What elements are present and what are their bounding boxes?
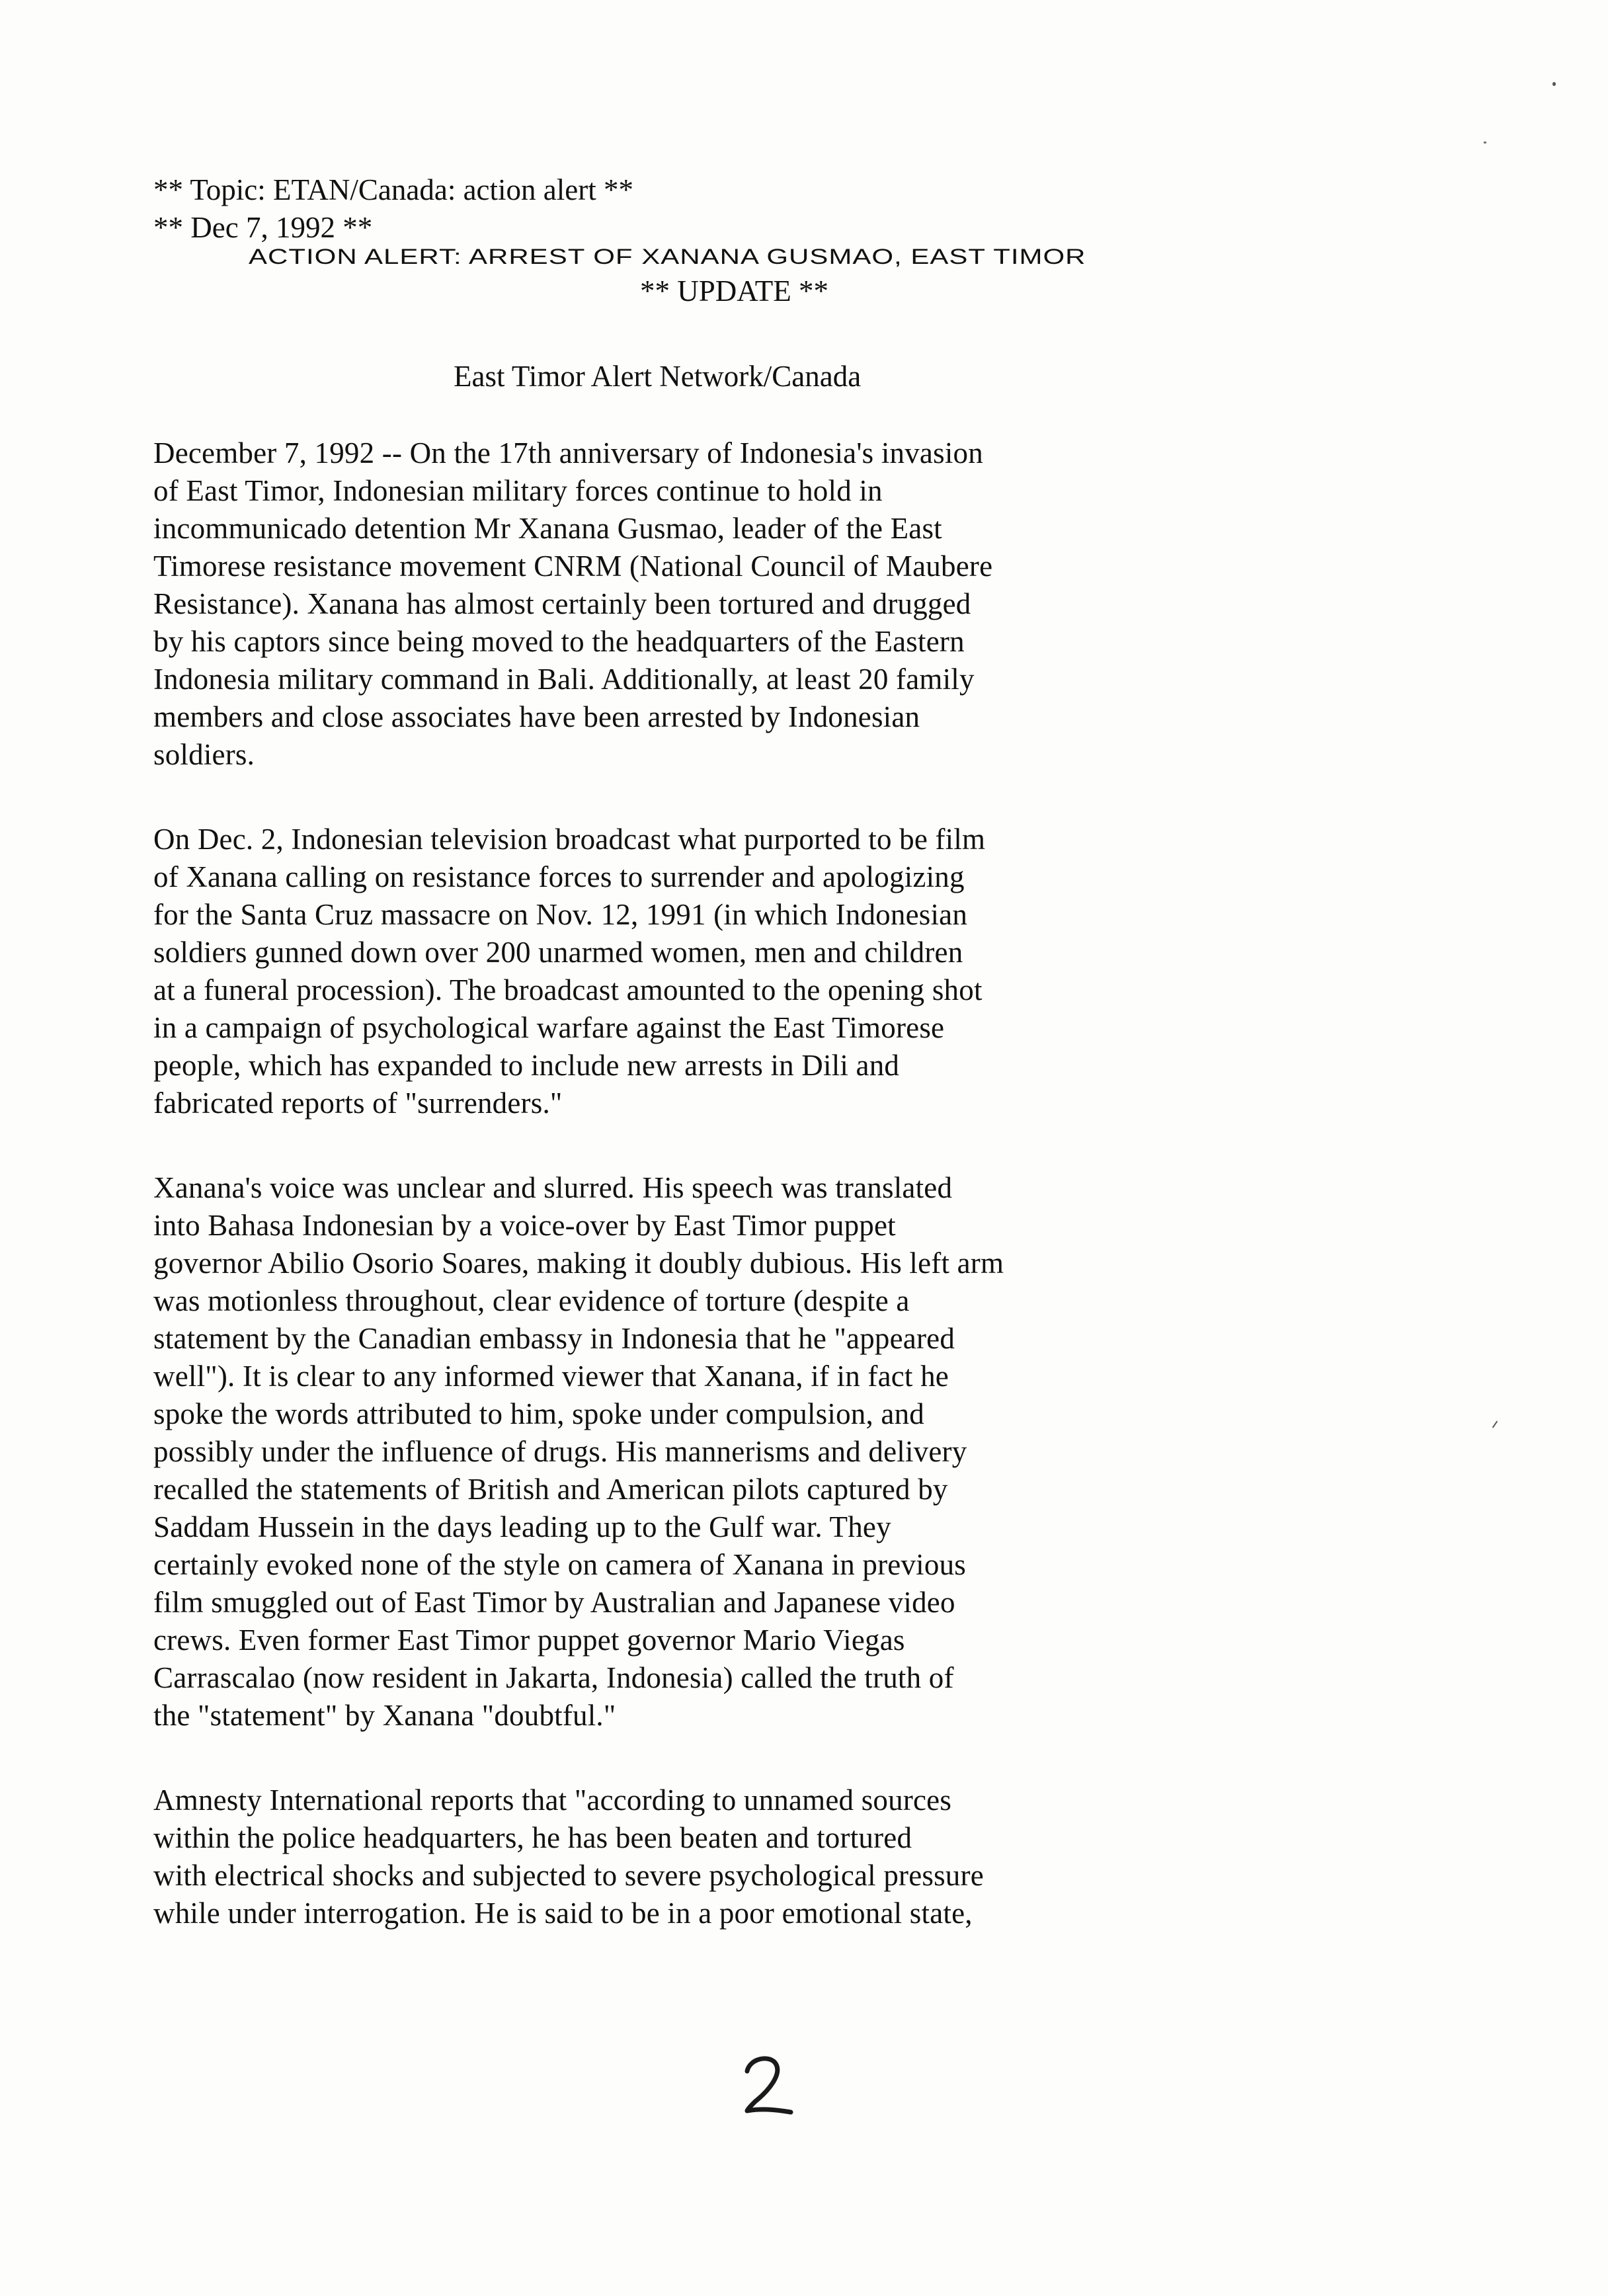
paragraph-3-line-11: certainly evoked none of the style on camera of Xanana in previous xyxy=(153,1548,966,1581)
paragraph-3-line-13: crews. Even former East Timor puppet governor Mario Viegas xyxy=(153,1623,905,1657)
update-line: ** UPDATE ** xyxy=(640,274,829,308)
paragraph-3-line-10: Saddam Hussein in the days leading up to the Gulf war. They xyxy=(153,1510,891,1543)
paragraph-3-line-2: into Bahasa Indonesian by a voice-over by East Timor puppet xyxy=(153,1209,896,1242)
handwritten-page-number xyxy=(738,2047,797,2120)
scan-speck xyxy=(1492,1421,1498,1428)
paragraph-1-line-3: incommunicado detention Mr Xanana Gusmao, leader of the East xyxy=(153,512,942,545)
paragraph-2-line-2: of Xanana calling on resistance forces to surrender and apologizing xyxy=(153,860,965,893)
paragraph-1-line-8: members and close associates have been arrested by Indonesian xyxy=(153,700,920,733)
organization-name: East Timor Alert Network/Canada xyxy=(454,360,862,393)
paragraph-3-line-6: well"). It is clear to any informed viewer that Xanana, if in fact he xyxy=(153,1360,949,1393)
paragraph-2-line-5: at a funeral procession). The broadcast amounted to the opening shot xyxy=(153,973,983,1006)
topic-line: ** Topic: ETAN/Canada: action alert ** xyxy=(153,173,633,206)
paragraph-4-line-4: while under interrogation. He is said to be in a poor emotional state, xyxy=(153,1897,973,1930)
scan-speck xyxy=(1484,142,1486,144)
paragraph-3-line-12: film smuggled out of East Timor by Australian and Japanese video xyxy=(153,1586,955,1619)
paragraph-1-line-5: Resistance). Xanana has almost certainly been tortured and drugged xyxy=(153,587,971,620)
paragraph-2-line-7: people, which has expanded to include new arrests in Dili and xyxy=(153,1049,900,1082)
paragraph-3-line-5: statement by the Canadian embassy in Indonesia that he "appeared xyxy=(153,1322,955,1355)
paragraph-2-line-1: On Dec. 2, Indonesian television broadcast what purported to be film xyxy=(153,823,986,856)
paragraph-1-line-6: by his captors since being moved to the headquarters of the Eastern xyxy=(153,625,965,658)
alert-title: ACTION ALERT: ARREST OF XANANA GUSMAO, EAST TIMOR xyxy=(249,244,1086,269)
paragraph-3-line-4: was motionless throughout, clear evidence of torture (despite a xyxy=(153,1284,910,1317)
paragraph-1-line-2: of East Timor, Indonesian military forces continue to hold in xyxy=(153,474,883,507)
paragraph-1-line-9: soldiers. xyxy=(153,738,255,771)
paragraph-4-line-2: within the police headquarters, he has been beaten and tortured xyxy=(153,1821,912,1854)
paragraph-2-line-4: soldiers gunned down over 200 unarmed women, men and children xyxy=(153,936,963,969)
paragraph-3-line-9: recalled the statements of British and American pilots captured by xyxy=(153,1473,948,1506)
paragraph-2-line-3: for the Santa Cruz massacre on Nov. 12, 1991 (in which Indonesian xyxy=(153,898,968,931)
paragraph-3-line-3: governor Abilio Osorio Soares, making it doubly dubious. His left arm xyxy=(153,1247,1004,1280)
paragraph-3-line-7: spoke the words attributed to him, spoke under compulsion, and xyxy=(153,1397,924,1430)
paragraph-3-line-1: Xanana's voice was unclear and slurred. His speech was translated xyxy=(153,1171,953,1204)
paragraph-1-line-1: December 7, 1992 -- On the 17th anniversary of Indonesia's invasion xyxy=(153,436,983,470)
paragraph-1-line-7: Indonesia military command in Bali. Additionally, at least 20 family xyxy=(153,663,975,696)
paragraph-2-line-8: fabricated reports of "surrenders." xyxy=(153,1086,563,1120)
scan-speck xyxy=(1552,82,1556,86)
paragraph-3-line-15: the "statement" by Xanana "doubtful." xyxy=(153,1699,616,1732)
paragraph-4-line-1: Amnesty International reports that "according to unnamed sources xyxy=(153,1784,952,1817)
paragraph-3-line-14: Carrascalao (now resident in Jakarta, Indonesia) called the truth of xyxy=(153,1661,954,1694)
date-line: ** Dec 7, 1992 ** xyxy=(153,211,373,244)
paragraph-4-line-3: with electrical shocks and subjected to severe psychological pressure xyxy=(153,1859,984,1892)
paragraph-1-line-4: Timorese resistance movement CNRM (National Council of Maubere xyxy=(153,550,993,583)
paragraph-3-line-8: possibly under the influence of drugs. His mannerisms and delivery xyxy=(153,1435,967,1468)
paragraph-2-line-6: in a campaign of psychological warfare against the East Timorese xyxy=(153,1011,945,1044)
